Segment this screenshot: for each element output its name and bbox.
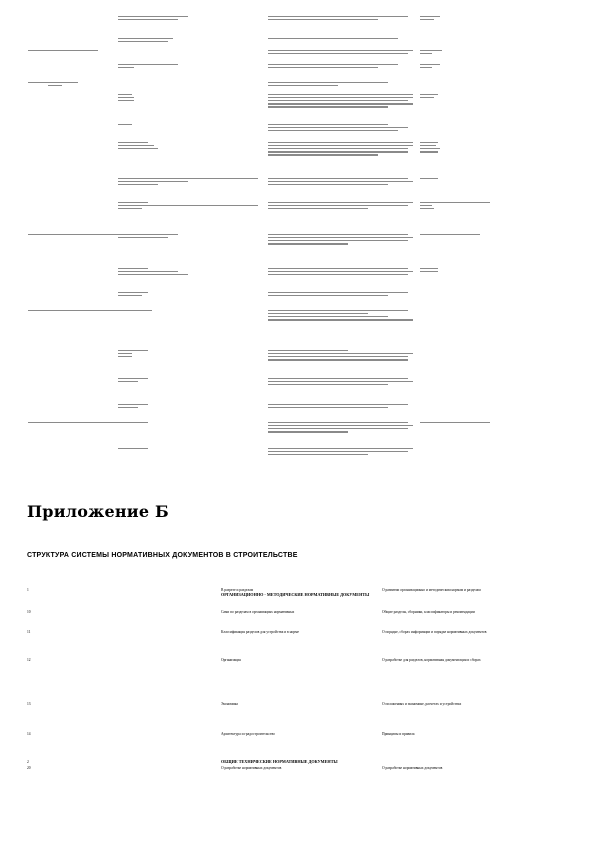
row-description: О порядке, сборах информации и порядке нормативных документов <box>382 630 487 634</box>
row-number: 20 <box>27 766 31 770</box>
row-number: 1 <box>27 588 29 592</box>
row-description: О развитии организационно и методическим нормам и разделам <box>382 588 481 592</box>
row-name: Экономика <box>221 702 238 706</box>
row-number: 10 <box>27 610 31 614</box>
row-description: О положениях и экономике, расчетах и устройствах <box>382 702 462 706</box>
appendix-subtitle: СТРУКТУРА СИСТЕМЫ НОРМАТИВНЫХ ДОКУМЕНТОВ В СТРОИТЕЛЬСТВЕ <box>27 552 298 559</box>
row-number: 12 <box>27 658 31 662</box>
row-number: 13 <box>27 702 31 706</box>
regulations-table <box>28 12 568 462</box>
appendix-title: Приложение Б <box>27 502 169 521</box>
row-description: Общие разделы, сборники, классификаторы и рекомендации <box>382 610 475 614</box>
row-description: Принципы и правила <box>382 732 415 736</box>
row-number: 2 <box>27 760 29 764</box>
row-name: Классификация разделов для устройства и в норме <box>221 630 299 634</box>
row-section-heading: ОБЩИЕ ТЕХНИЧЕСКИЕ НОРМАТИВНЫЕ ДОКУМЕНТЫ <box>221 759 338 764</box>
row-number: 14 <box>27 732 31 736</box>
row-description: О разработке нормативных документов <box>382 766 443 770</box>
row-name: Сами по разделам в организациях нормативных <box>221 610 295 614</box>
row-name: Организация <box>221 658 241 662</box>
row-name: В разрезе и разделам <box>221 588 254 592</box>
row-name: О разработке нормативных документов <box>221 766 282 770</box>
row-description: О разработке для разделов, нормативная документация и сборах <box>382 658 481 662</box>
row-number: 11 <box>27 630 31 634</box>
row-name: Архитектура и градостроительство <box>221 732 275 736</box>
row-section-heading: ОРГАНИЗАЦИОННО - МЕТОДИЧЕСКИЕ НОРМАТИВНЫЕ ДОКУМЕНТЫ <box>221 591 370 597</box>
